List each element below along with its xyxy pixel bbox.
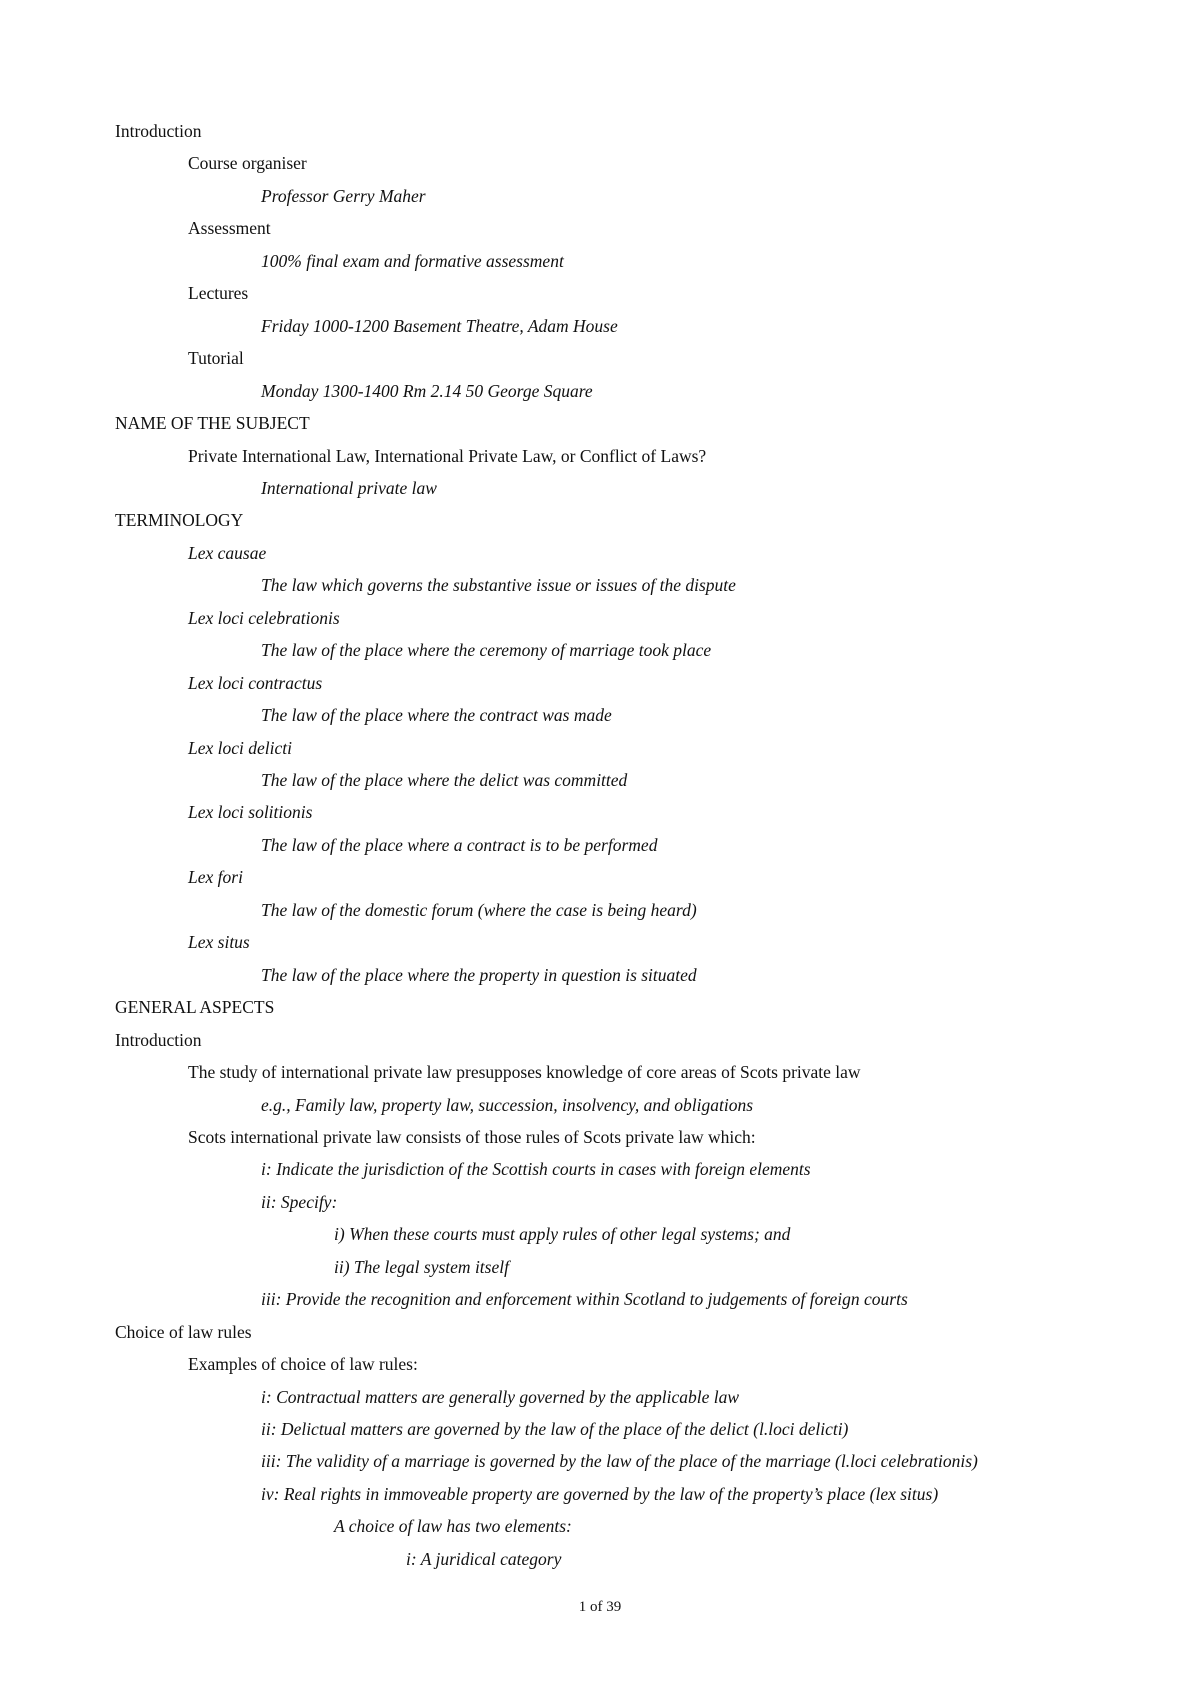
outline-line-level-2: The law of the domestic forum (where the case is being heard) [261,900,697,920]
outline-line-level-2: The law which governs the substantive issue or issues of the dispute [261,575,736,595]
outline-line-level-2: The law of the place where the delict was committed [261,770,628,790]
outline-line-level-1: Lex loci delicti [188,738,292,758]
outline-line-level-1: Lex loci celebrationis [188,608,340,628]
outline-line-level-0: Introduction [115,121,202,141]
outline-line-level-1: Lex causae [188,543,267,563]
outline-line-level-2: Monday 1300-1400 Rm 2.14 50 George Square [261,381,593,401]
outline-line-level-2: International private law [261,478,437,498]
outline-line-level-2: i: Contractual matters are generally governed by the applicable law [261,1387,740,1407]
outline-line-level-0: Introduction [115,1030,202,1050]
outline-line-level-0: NAME OF THE SUBJECT [115,413,310,433]
outline-line-level-4: i: A juridical category [406,1549,562,1569]
outline-line-level-2: The law of the place where the property in question is situated [261,965,697,985]
outline-line-level-2: Friday 1000-1200 Basement Theatre, Adam House [261,316,618,336]
outline-line-level-1: The study of international private law presupposes knowledge of core areas of Scots private law [188,1062,861,1082]
outline-line-level-0: TERMINOLOGY [115,510,244,530]
outline-line-level-2: 100% final exam and formative assessment [261,251,564,271]
outline-line-level-2: iii: Provide the recognition and enforcement within Scotland to judgements of foreign courts [261,1289,908,1309]
outline-line-level-2: The law of the place where the ceremony of marriage took place [261,640,712,660]
outline-line-level-0: GENERAL ASPECTS [115,997,275,1017]
outline-line-level-2: iv: Real rights in immoveable property are governed by the law of the property’s place (lex situs) [261,1484,939,1504]
outline-line-level-1: Course organiser [188,153,307,173]
outline-line-level-0: Choice of law rules [115,1322,252,1342]
outline-line-level-1: Private International Law, International Private Law, or Conflict of Laws? [188,446,707,466]
outline-line-level-2: Professor Gerry Maher [261,186,426,206]
outline-line-level-3: i) When these courts must apply rules of other legal systems; and [334,1224,791,1244]
outline-line-level-2: iii: The validity of a marriage is governed by the law of the place of the marriage (l.loci celebrationis) [261,1451,978,1471]
outline-line-level-2: The law of the place where a contract is to be performed [261,835,658,855]
outline-line-level-1: Assessment [188,218,271,238]
outline-line-level-1: Examples of choice of law rules: [188,1354,418,1374]
outline-line-level-2: ii: Delictual matters are governed by the law of the place of the delict (l.loci delicti) [261,1419,849,1439]
outline-line-level-3: A choice of law has two elements: [334,1516,572,1536]
page-number: 1 of 39 [578,1599,622,1615]
outline-line-level-2: i: Indicate the jurisdiction of the Scottish courts in cases with foreign elements [261,1159,811,1179]
outline-line-level-1: Lex loci contractus [188,673,323,693]
outline-line-level-1: Tutorial [188,348,244,368]
outline-line-level-2: The law of the place where the contract was made [261,705,612,725]
outline-line-level-2: e.g., Family law, property law, succession, insolvency, and obligations [261,1095,754,1115]
outline-line-level-1: Lex loci solitionis [188,802,313,822]
outline-line-level-3: ii) The legal system itself [334,1257,509,1277]
outline-line-level-2: ii: Specify: [261,1192,338,1212]
outline-line-level-1: Scots international private law consists of those rules of Scots private law which: [188,1127,756,1147]
outline-line-level-1: Lectures [188,283,249,303]
outline-line-level-1: Lex situs [188,932,250,952]
outline-line-level-1: Lex fori [188,867,243,887]
